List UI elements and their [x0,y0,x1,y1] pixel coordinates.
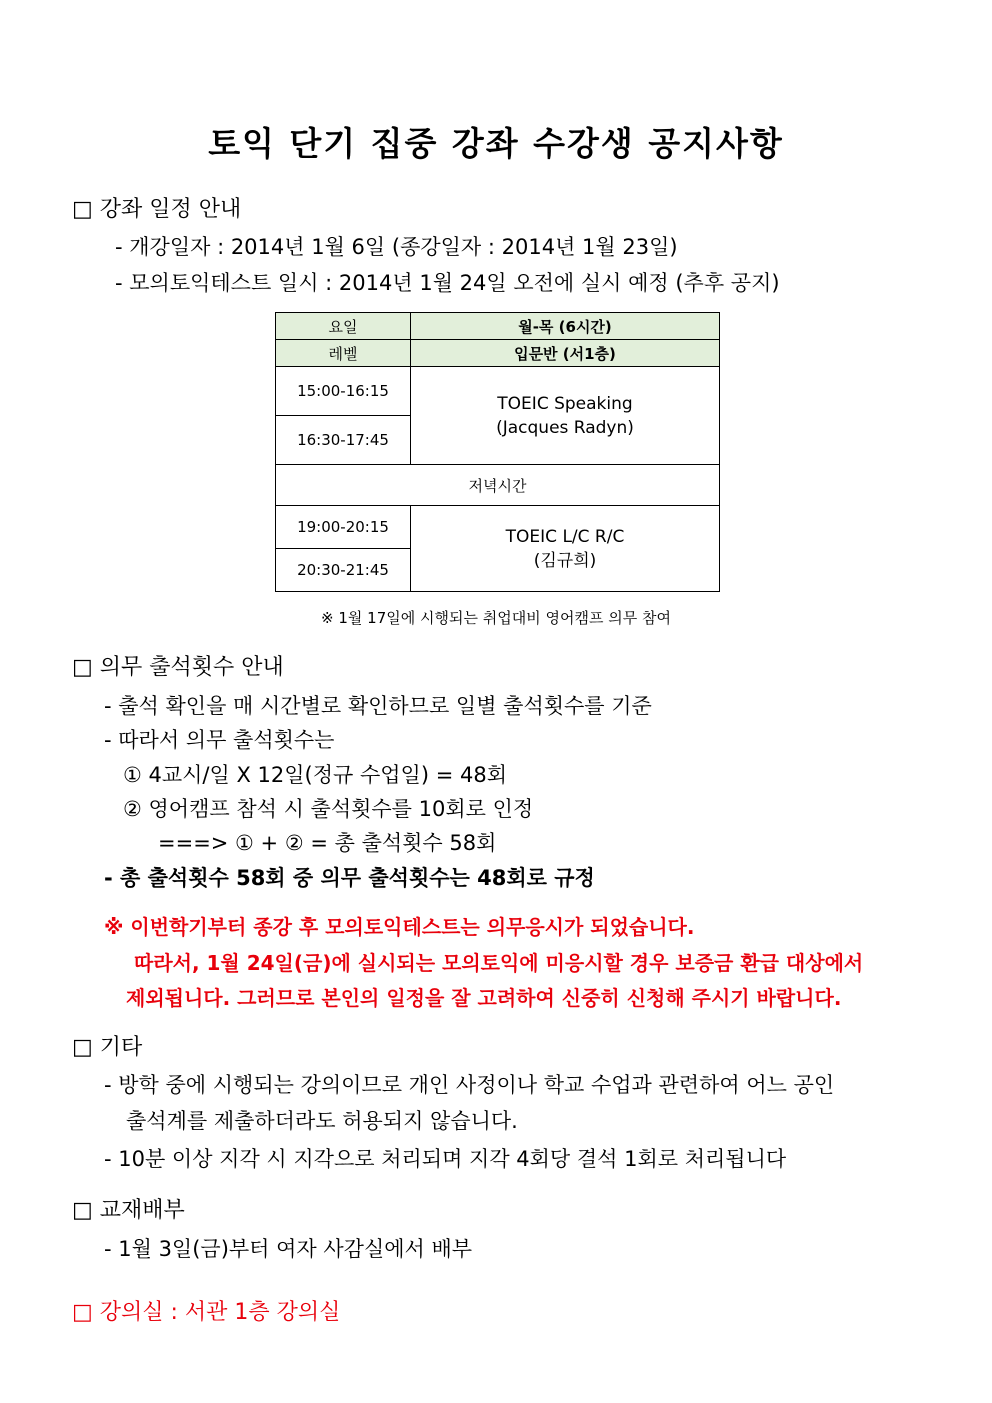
misc-heading: □ 기타 [72,1035,143,1060]
level-value-cell: 입문반 (서1층) [411,340,720,367]
page-title: 토익 단기 집중 강좌 수강생 공지사항 [208,124,784,163]
classroom-notice: □ 강의실 : 서관 1층 강의실 [72,1300,341,1325]
table-row [276,313,720,340]
warning-line: ※ 이번학기부터 종강 후 모의토익테스트는 의무응시가 되었습니다. [104,915,695,939]
schedule-heading: □ 강좌 일정 안내 [72,197,242,222]
attendance-item: ② 영어캠프 참석 시 출석횟수를 10회로 인정 [123,797,534,821]
attendance-item: - 따라서 의무 출석횟수는 [104,728,335,752]
day-value-cell: 월-목 (6시간) [411,313,720,340]
attendance-item: - 출석 확인을 매 시간별로 확인하므로 일별 출석횟수를 기준 [104,694,652,718]
table-row [276,465,720,506]
table-row [276,340,720,367]
attendance-rule: - 총 출석횟수 58회 중 의무 출석횟수는 48회로 규정 [104,866,595,890]
day-label-cell: 요일 [276,313,411,340]
time-cell: 16:30-17:45 [276,416,411,465]
time-cell: 19:00-20:15 [276,506,411,549]
misc-item: - 10분 이상 지각 시 지각으로 처리되며 지각 4회당 결석 1회로 처리됩니다 [104,1147,787,1171]
textbook-heading: □ 교재배부 [72,1198,185,1223]
course-instructor: (김규희) [533,550,597,571]
course-instructor: (Jacques Radyn) [496,417,634,438]
course-cell-speaking [411,367,720,465]
warning-line: 따라서, 1월 24일(금)에 실시되는 모의토익에 미응시할 경우 보증금 환급 대상에서 [134,951,864,975]
attendance-heading: □ 의무 출석횟수 안내 [72,655,284,680]
course-name: TOEIC L/C R/C [505,526,625,547]
time-cell: 20:30-21:45 [276,549,411,592]
schedule-item-mock-test: - 모의토익테스트 일시 : 2014년 1월 24일 오전에 실시 예정 (추후 공지) [115,271,780,295]
level-label-cell: 레벨 [276,340,411,367]
warning-line: 제외됩니다. 그러므로 본인의 일정을 잘 고려하여 신중히 신청해 주시기 바랍니다. [126,986,842,1010]
table-note: ※ 1월 17일에 시행되는 취업대비 영어캠프 의무 참여 [321,609,671,627]
table-row [276,506,720,549]
course-name: TOEIC Speaking [497,393,633,414]
textbook-item: - 1월 3일(금)부터 여자 사감실에서 배부 [104,1237,473,1261]
attendance-item: ① 4교시/일 X 12일(정규 수업일) = 48회 [123,763,507,787]
dinner-cell: 저녁시간 [276,465,720,506]
attendance-item: ===> ① + ② = 총 출석횟수 58회 [158,831,497,855]
misc-item: 출석계를 제출하더라도 허용되지 않습니다. [126,1109,518,1133]
course-cell-lcrc [411,506,720,592]
schedule-item-opening-date: - 개강일자 : 2014년 1월 6일 (종강일자 : 2014년 1월 23일) [115,235,678,259]
table-row [276,367,720,416]
misc-item: - 방학 중에 시행되는 강의이므로 개인 사정이나 학교 수업과 관련하여 어느 공인 [104,1073,835,1097]
schedule-table [275,312,720,592]
time-cell: 15:00-16:15 [276,367,411,416]
